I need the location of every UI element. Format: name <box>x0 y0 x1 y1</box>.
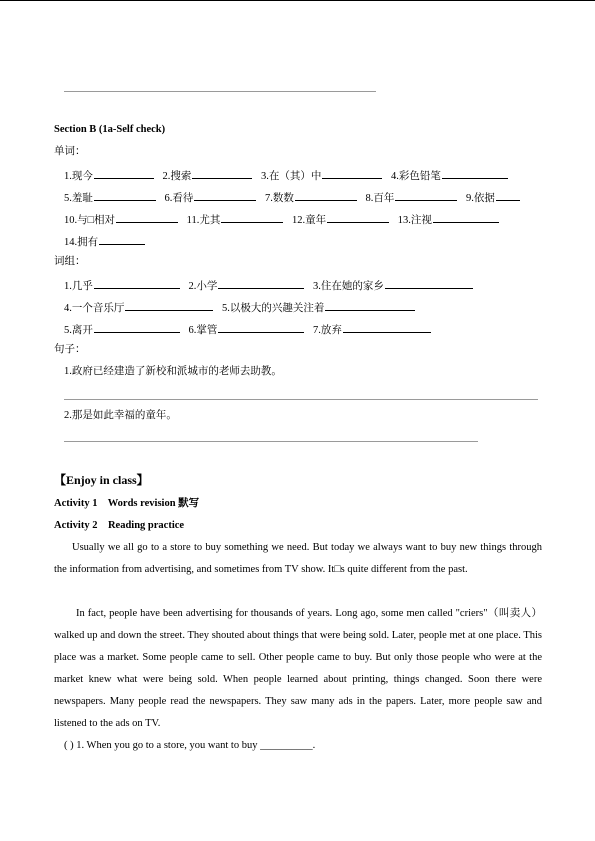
section-title: Section B (1a-Self check) <box>54 124 166 135</box>
question-text: 1. When you go to a store, you want to buy __________. <box>76 740 316 751</box>
word-item: 1.现今 <box>64 171 154 182</box>
words-row-1 <box>64 167 514 184</box>
activity-1-title: Words revision 默写 <box>107 498 200 509</box>
phrases-row-1 <box>64 277 479 294</box>
word-item: 11.尤其 <box>187 215 284 226</box>
divider-line <box>64 91 376 92</box>
phrases-label: 词组： <box>54 256 86 267</box>
words-row-4 <box>64 233 151 250</box>
phrase-item: 3.住在她的家乡 <box>313 281 473 292</box>
activity-1 <box>54 497 199 511</box>
word-item: 12.童年 <box>292 215 389 226</box>
word-item: 4.彩色铅笔 <box>391 171 508 182</box>
word-item: 7.数数 <box>265 193 357 204</box>
activity-1-label: Activity 1 <box>54 498 98 509</box>
answer-paren: ( ) <box>64 740 74 751</box>
phrase-item: 5.以极大的兴趣关注着 <box>222 303 415 314</box>
word-item: 14.拥有 <box>64 237 145 248</box>
activity-2-title: Reading practice <box>107 520 185 531</box>
phrases-row-2 <box>64 299 421 316</box>
phrase-item: 6.掌管 <box>189 325 305 336</box>
word-item: 6.看待 <box>165 193 257 204</box>
phrase-item: 7.放弃 <box>313 325 431 336</box>
phrase-item: 1.几乎 <box>64 281 180 292</box>
reading-paragraph-1: Usually we all go to a store to buy something we need. But today we always want to buy new things through the information from advertising, and sometimes from TV show. It□s quite different from the past. <box>54 542 542 575</box>
sentence-2: 2.那是如此幸福的童年。 <box>64 410 177 421</box>
answer-line-1 <box>64 399 538 400</box>
sentence-1: 1.政府已经建造了新校和派城市的老师去助教。 <box>64 366 282 377</box>
reading-paragraph-2: In fact, people have been advertising for thousands of years. Long ago, some men called "criers"（叫卖人） walked up and down the street. They shouted about things that were being sold. Later, people met at one place. This place was a market. Some people came to sell. Other people came to buy. But only those people who were at the market knew what were being sold. When people learned about printing, things changed. Soon there were newspapers. Many people read the newspapers. They saw many ads in the papers. Later, more people saw and listened to the ads on TV. <box>54 608 542 729</box>
word-item: 10.与□相对 <box>64 215 178 226</box>
word-item: 13.注视 <box>398 215 499 226</box>
sentences-label: 句子： <box>54 344 86 355</box>
word-item: 2.搜索 <box>163 171 253 182</box>
activity-2-label: Activity 2 <box>54 520 98 531</box>
phrase-item: 2.小学 <box>189 281 305 292</box>
top-border <box>0 0 595 1</box>
words-label: 单词： <box>54 146 86 157</box>
words-row-3 <box>64 211 505 228</box>
answer-line-2 <box>64 441 478 442</box>
activity-2 <box>54 519 184 533</box>
phrases-row-3 <box>64 321 437 338</box>
word-item: 5.羞耻 <box>64 193 156 204</box>
enjoy-title: 【Enjoy in class】 <box>54 473 149 487</box>
words-row-2 <box>64 189 526 206</box>
word-item: 8.百年 <box>366 193 458 204</box>
phrase-item: 4.一个音乐厅 <box>64 303 213 314</box>
question-1 <box>64 739 315 753</box>
word-item: 3.在（其）中 <box>261 171 382 182</box>
word-item: 9.依据 <box>466 193 520 204</box>
phrase-item: 5.离开 <box>64 325 180 336</box>
